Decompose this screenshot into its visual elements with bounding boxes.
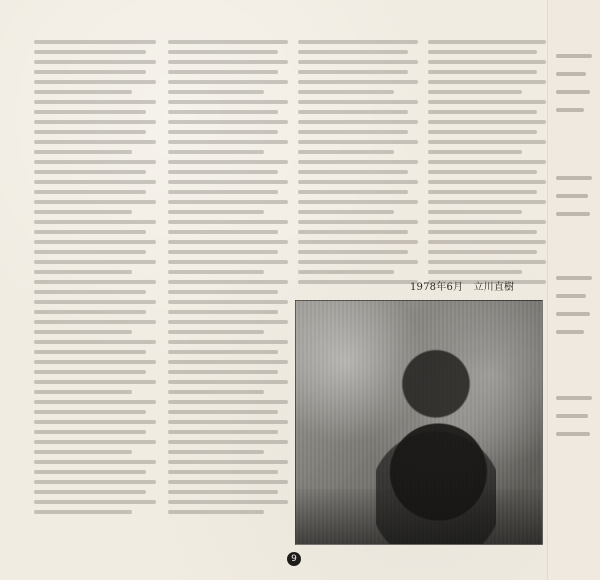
right-edge-text-stub xyxy=(556,194,588,198)
right-page-edge xyxy=(547,0,600,580)
date-signature: 1978年6月 立川直樹 xyxy=(410,282,515,293)
right-edge-text-stub xyxy=(556,54,592,58)
text-column-3 xyxy=(298,34,418,289)
text-column-1 xyxy=(34,34,156,554)
text-column-2 xyxy=(168,34,288,554)
right-edge-text-stub xyxy=(556,294,586,298)
right-edge-text-stub xyxy=(556,414,588,418)
right-edge-text-stub xyxy=(556,212,590,216)
right-edge-text-stub xyxy=(556,108,584,112)
right-edge-text-stub xyxy=(556,90,590,94)
right-edge-text-stub xyxy=(556,432,590,436)
right-edge-text-stub xyxy=(556,176,592,180)
text-column-4 xyxy=(428,34,546,289)
right-edge-text-stub xyxy=(556,396,592,400)
portrait-photo xyxy=(295,300,543,545)
page-number: 9 xyxy=(287,552,301,566)
right-edge-text-stub xyxy=(556,312,590,316)
right-edge-text-stub xyxy=(556,276,592,280)
right-edge-text-stub xyxy=(556,330,584,334)
photo-ground-shadow xyxy=(296,489,542,544)
right-edge-text-stub xyxy=(556,72,586,76)
